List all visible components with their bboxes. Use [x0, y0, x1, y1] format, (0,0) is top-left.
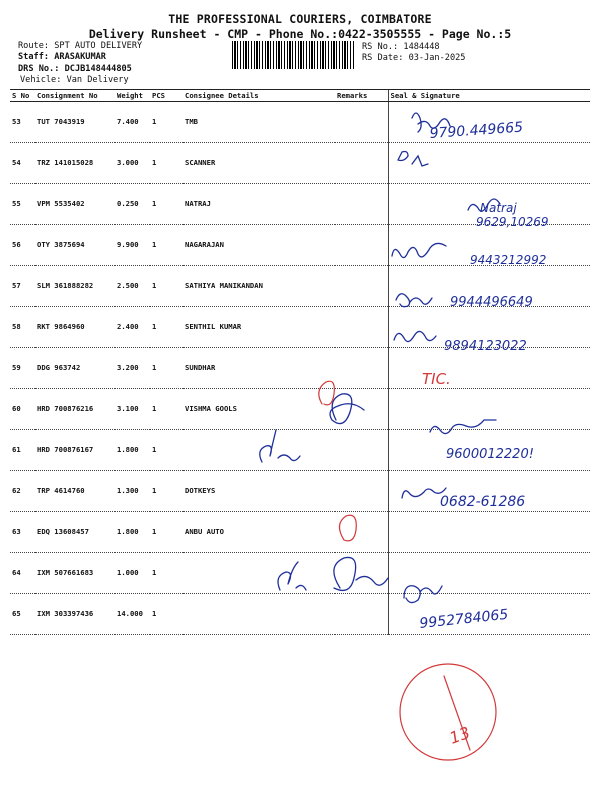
row-pcs-value: 1 — [152, 568, 157, 577]
row-pcs-value: 1 — [152, 240, 157, 249]
row-signature — [388, 225, 590, 266]
row-sno — [10, 184, 35, 225]
staff-line — [18, 52, 106, 63]
row-consignment — [35, 471, 115, 512]
row-weight-value: 3.200 — [117, 363, 139, 372]
row-consignment-value: IXM 507661683 — [37, 568, 94, 577]
row-weight-value: 0.250 — [117, 199, 139, 208]
row-consignee — [183, 553, 335, 594]
col-header-consignee: Consignee Details — [183, 90, 335, 102]
row-weight-value: 2.400 — [117, 322, 139, 331]
row-pcs — [150, 553, 183, 594]
row-sno — [10, 553, 35, 594]
row-sno-value: 59 — [12, 363, 21, 372]
row-sno-value: 63 — [12, 527, 21, 536]
row-sno-value: 55 — [12, 199, 21, 208]
row-remarks — [335, 102, 388, 143]
table-body — [10, 102, 590, 635]
row-weight — [115, 266, 150, 307]
table-header-row — [10, 90, 590, 102]
row-sno — [10, 430, 35, 471]
row-consignment — [35, 553, 115, 594]
drs-label: DRS No.: — [18, 64, 60, 74]
staff-label: Staff: — [18, 52, 50, 62]
row-remarks — [335, 389, 388, 430]
route-line: Route: SPT AUTO DELIVERY — [18, 41, 143, 51]
table-row — [10, 266, 590, 307]
row-signature — [388, 471, 590, 512]
row-signature — [388, 348, 590, 389]
row-pcs — [150, 266, 183, 307]
row-signature — [388, 143, 590, 184]
row-consignee-value: ANBU AUTO — [185, 527, 224, 536]
col-header-weight: Weight — [115, 90, 150, 102]
row-consignee — [183, 471, 335, 512]
row-consignee-value: SENTHIL KUMAR — [185, 322, 242, 331]
row-consignee-value — [185, 594, 335, 609]
row-weight — [115, 184, 150, 225]
row-consignment — [35, 102, 115, 143]
page-count-circle — [400, 664, 496, 760]
company-title: THE PROFESSIONAL COURIERS, COIMBATORE — [168, 12, 432, 26]
row-weight-value: 14.000 — [117, 609, 143, 618]
row-consignee — [183, 184, 335, 225]
row-remarks — [335, 594, 388, 635]
row-consignment — [35, 348, 115, 389]
barcode — [232, 41, 354, 69]
row-consignee-value — [185, 553, 335, 568]
row-weight — [115, 553, 150, 594]
row-weight-value: 3.100 — [117, 404, 139, 413]
row-weight — [115, 512, 150, 553]
table-row — [10, 471, 590, 512]
row-sno-value: 61 — [12, 445, 21, 454]
row-consignment-value: IXM 303397436 — [37, 609, 94, 618]
row-weight — [115, 430, 150, 471]
row-consignee — [183, 266, 335, 307]
row-consignee — [183, 430, 335, 471]
row-remarks — [335, 553, 388, 594]
hw-page-count: 13 — [446, 722, 473, 748]
row-remarks — [335, 348, 388, 389]
row-consignee-value: NATRAJ — [185, 199, 211, 208]
row-consignment — [35, 430, 115, 471]
row-consignee-value — [185, 430, 335, 445]
row-pcs-value: 1 — [152, 158, 157, 167]
row-weight-value: 1.000 — [117, 568, 139, 577]
row-consignee — [183, 594, 335, 635]
row-consignment-value: TUT 7043919 — [37, 117, 85, 126]
row-signature — [388, 307, 590, 348]
row-consignment-value: OTY 3875694 — [37, 240, 85, 249]
col-header-consignment: Consignment No — [35, 90, 115, 102]
row-consignee — [183, 348, 335, 389]
row-consignee — [183, 102, 335, 143]
row-pcs-value: 1 — [152, 527, 157, 536]
row-consignment — [35, 512, 115, 553]
row-consignment — [35, 307, 115, 348]
row-consignment-value: DDG 963742 — [37, 363, 81, 372]
row-signature — [388, 266, 590, 307]
row-consignment — [35, 225, 115, 266]
row-sno — [10, 102, 35, 143]
row-pcs — [150, 512, 183, 553]
row-consignment-value: TRP 4614760 — [37, 486, 85, 495]
row-pcs-value: 1 — [152, 486, 157, 495]
row-signature — [388, 512, 590, 553]
row-signature — [388, 594, 590, 635]
row-sno-value: 65 — [12, 609, 21, 618]
row-consignee — [183, 143, 335, 184]
row-consignee-value: NAGARAJAN — [185, 240, 224, 249]
row-sno-value: 53 — [12, 117, 21, 126]
row-sno — [10, 307, 35, 348]
drs-line — [18, 64, 132, 75]
row-consignee-value: SCANNER — [185, 158, 216, 167]
col-header-pcs: PCS — [150, 90, 183, 102]
row-sno — [10, 512, 35, 553]
row-pcs-value: 1 — [152, 404, 157, 413]
row-pcs-value: 1 — [152, 117, 157, 126]
hw-row55-name: Natraj — [480, 201, 517, 215]
row-weight — [115, 348, 150, 389]
row-sno-value: 57 — [12, 281, 21, 290]
row-weight — [115, 389, 150, 430]
hw-row65-phone: 9952784065 — [418, 606, 510, 632]
staff-name: ARASAKUMAR — [54, 52, 106, 62]
row-sno — [10, 225, 35, 266]
rs-date: RS Date: 03-Jan-2025 — [362, 53, 466, 63]
row-weight-value: 1.800 — [117, 527, 139, 536]
row-consignment-value: HRD 700876216 — [37, 404, 94, 413]
row-sno — [10, 143, 35, 184]
row-sno — [10, 389, 35, 430]
row-remarks — [335, 430, 388, 471]
drs-number: DCJB148444805 — [64, 64, 132, 74]
row-sno-value: 60 — [12, 404, 21, 413]
row-consignment-value: RKT 9864960 — [37, 322, 85, 331]
row-sno — [10, 471, 35, 512]
row-remarks — [335, 307, 388, 348]
row-consignee — [183, 512, 335, 553]
page-count-slash — [444, 676, 470, 750]
row-remarks — [335, 143, 388, 184]
row-consignment — [35, 594, 115, 635]
col-header-remarks: Remarks — [335, 90, 388, 102]
hw-row53-phone: 9790.449665 — [429, 119, 524, 142]
row-consignment — [35, 389, 115, 430]
runsheet-table — [10, 89, 590, 635]
row-pcs — [150, 143, 183, 184]
row-signature — [388, 430, 590, 471]
row-signature — [388, 389, 590, 430]
table-row — [10, 225, 590, 266]
table-row — [10, 430, 590, 471]
table-row — [10, 184, 590, 225]
row-sno-value: 62 — [12, 486, 21, 495]
row-consignment-value: EDQ 13608457 — [37, 527, 89, 536]
row-consignment-value: SLM 361888282 — [37, 281, 94, 290]
table-row — [10, 553, 590, 594]
col-header-signature: Seal & Signature — [388, 90, 590, 102]
row-signature — [388, 184, 590, 225]
row-weight-value: 1.800 — [117, 445, 139, 454]
row-pcs-value: 1 — [152, 445, 157, 454]
row-consignment — [35, 266, 115, 307]
hw-row55-phone: 9629,10269 — [476, 215, 549, 229]
hw-row58-phone: 9894123022 — [444, 339, 527, 354]
row-consignment — [35, 184, 115, 225]
row-pcs — [150, 307, 183, 348]
table-row — [10, 348, 590, 389]
row-remarks — [335, 471, 388, 512]
table-row — [10, 143, 590, 184]
hw-row57-phone: 9944496649 — [450, 295, 533, 310]
row-pcs — [150, 348, 183, 389]
row-consignee-value: SUNDHAR — [185, 363, 216, 372]
row-pcs-value: 1 — [152, 609, 157, 618]
row-weight — [115, 102, 150, 143]
row-sno-value: 56 — [12, 240, 21, 249]
row-sno — [10, 594, 35, 635]
table-row — [10, 102, 590, 143]
row-consignment-value: TRZ 141015028 — [37, 158, 94, 167]
row-sno-value: 58 — [12, 322, 21, 331]
row-signature — [388, 102, 590, 143]
row-pcs-value: 1 — [152, 363, 157, 372]
row-remarks — [335, 225, 388, 266]
runsheet-subtitle: Delivery Runsheet - CMP - Phone No.:0422-3505555 - Page No.:5 — [88, 27, 512, 41]
row-signature — [388, 553, 590, 594]
row-consignee-value: SATHIYA MANIKANDAN — [185, 281, 263, 290]
row-pcs — [150, 184, 183, 225]
row-weight — [115, 143, 150, 184]
row-weight — [115, 307, 150, 348]
row-pcs — [150, 430, 183, 471]
table-row — [10, 594, 590, 635]
row-weight — [115, 594, 150, 635]
row-pcs — [150, 225, 183, 266]
row-remarks — [335, 512, 388, 553]
row-pcs-value: 1 — [152, 322, 157, 331]
row-consignee — [183, 225, 335, 266]
row-consignment-value: HRD 700876167 — [37, 445, 94, 454]
row-consignee-value: VISHMA GOOLS — [185, 404, 237, 413]
row-weight-value: 2.500 — [117, 281, 139, 290]
col-header-sno: S No — [10, 90, 35, 102]
row-sno-value: 64 — [12, 568, 21, 577]
row-weight-value: 1.300 — [117, 486, 139, 495]
hw-row61-phone: 9600012220! — [446, 447, 534, 462]
row-weight-value: 7.400 — [117, 117, 139, 126]
row-sno — [10, 266, 35, 307]
table-row — [10, 512, 590, 553]
row-pcs — [150, 389, 183, 430]
row-pcs — [150, 102, 183, 143]
row-weight-value: 3.000 — [117, 158, 139, 167]
row-weight — [115, 225, 150, 266]
hw-row62-phone: 0682-61286 — [440, 494, 526, 510]
row-sno-value: 54 — [12, 158, 21, 167]
row-consignee-value: DOTKEYS — [185, 486, 216, 495]
row-consignee — [183, 389, 335, 430]
row-sno — [10, 348, 35, 389]
row-consignee-value: TMB — [185, 117, 198, 126]
row-consignment-value: VPM 5535402 — [37, 199, 85, 208]
row-consignment — [35, 143, 115, 184]
row-weight — [115, 471, 150, 512]
row-pcs-value: 1 — [152, 199, 157, 208]
row-pcs — [150, 594, 183, 635]
row-pcs — [150, 471, 183, 512]
row-consignee — [183, 307, 335, 348]
row-remarks — [335, 266, 388, 307]
row-pcs-value: 1 — [152, 281, 157, 290]
hw-row59-mark: TIC. — [422, 370, 451, 388]
hw-row56-phone: 9443212992 — [470, 253, 547, 267]
vehicle-line: Vehicle: Van Delivery — [20, 75, 129, 85]
rs-number: RS No.: 1484448 — [362, 42, 440, 52]
table-row — [10, 389, 590, 430]
table-row — [10, 307, 590, 348]
row-remarks — [335, 184, 388, 225]
row-weight-value: 9.900 — [117, 240, 139, 249]
